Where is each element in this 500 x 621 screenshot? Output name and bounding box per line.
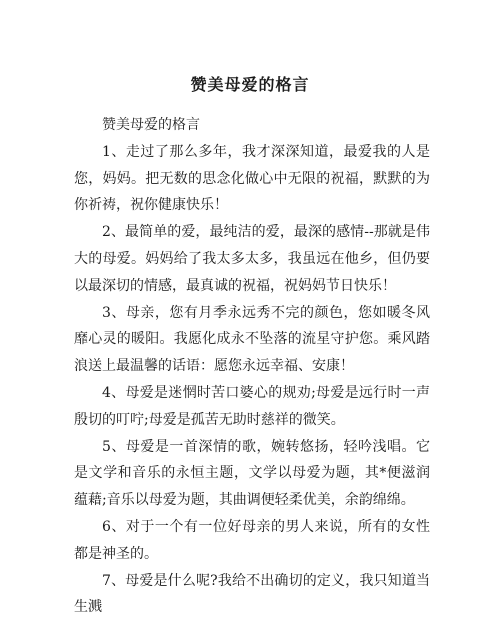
document-body xyxy=(74,112,430,621)
document-subtitle: 赞美母爱的格言 xyxy=(102,117,200,133)
paragraph-6: 6、对于一个有一位好母亲的男人来说，所有的女性都是神圣的。 xyxy=(74,518,430,562)
document-title: 赞美母爱的格言 xyxy=(190,75,310,94)
paragraph-5: 5、母爱是一首深情的歌，婉转悠扬，轻吟浅唱。它是文学和音乐的永恒主题，文学以母爱为题，其*便滋润蕴藉;音乐以母爱为题，其曲调便轻柔优美，余韵绵绵。 xyxy=(74,438,430,509)
paragraph-7: 7、母爱是什么呢?我给不出确切的定义，我只知道当生溅 xyxy=(74,572,430,616)
paragraph-1: 1、走过了那么多年，我才深深知道，最爱我的人是您，妈妈。把无数的思念化做心中无限的祝福，默默的为你祈祷，祝你健康快乐！ xyxy=(74,143,430,214)
paragraph-4: 4、母爱是迷惘时苦口婆心的规劝;母爱是远行时一声殷切的叮咛;母爱是孤苦无助时慈祥的微笑。 xyxy=(74,384,430,428)
paragraph-3: 3、母亲，您有月季永远秀不完的颜色，您如暖冬风靡心灵的暖阳。我愿化成永不坠落的流星守护您。乘风踏浪送上最温馨的话语：愿您永远幸福、安康！ xyxy=(74,304,430,375)
paragraph-2: 2、最简单的爱，最纯洁的爱，最深的感情--那就是伟大的母爱。妈妈给了我太多太多，我虽远在他乡，但仍要以最深切的情感，最真诚的祝福，祝妈妈节日快乐！ xyxy=(74,224,430,294)
